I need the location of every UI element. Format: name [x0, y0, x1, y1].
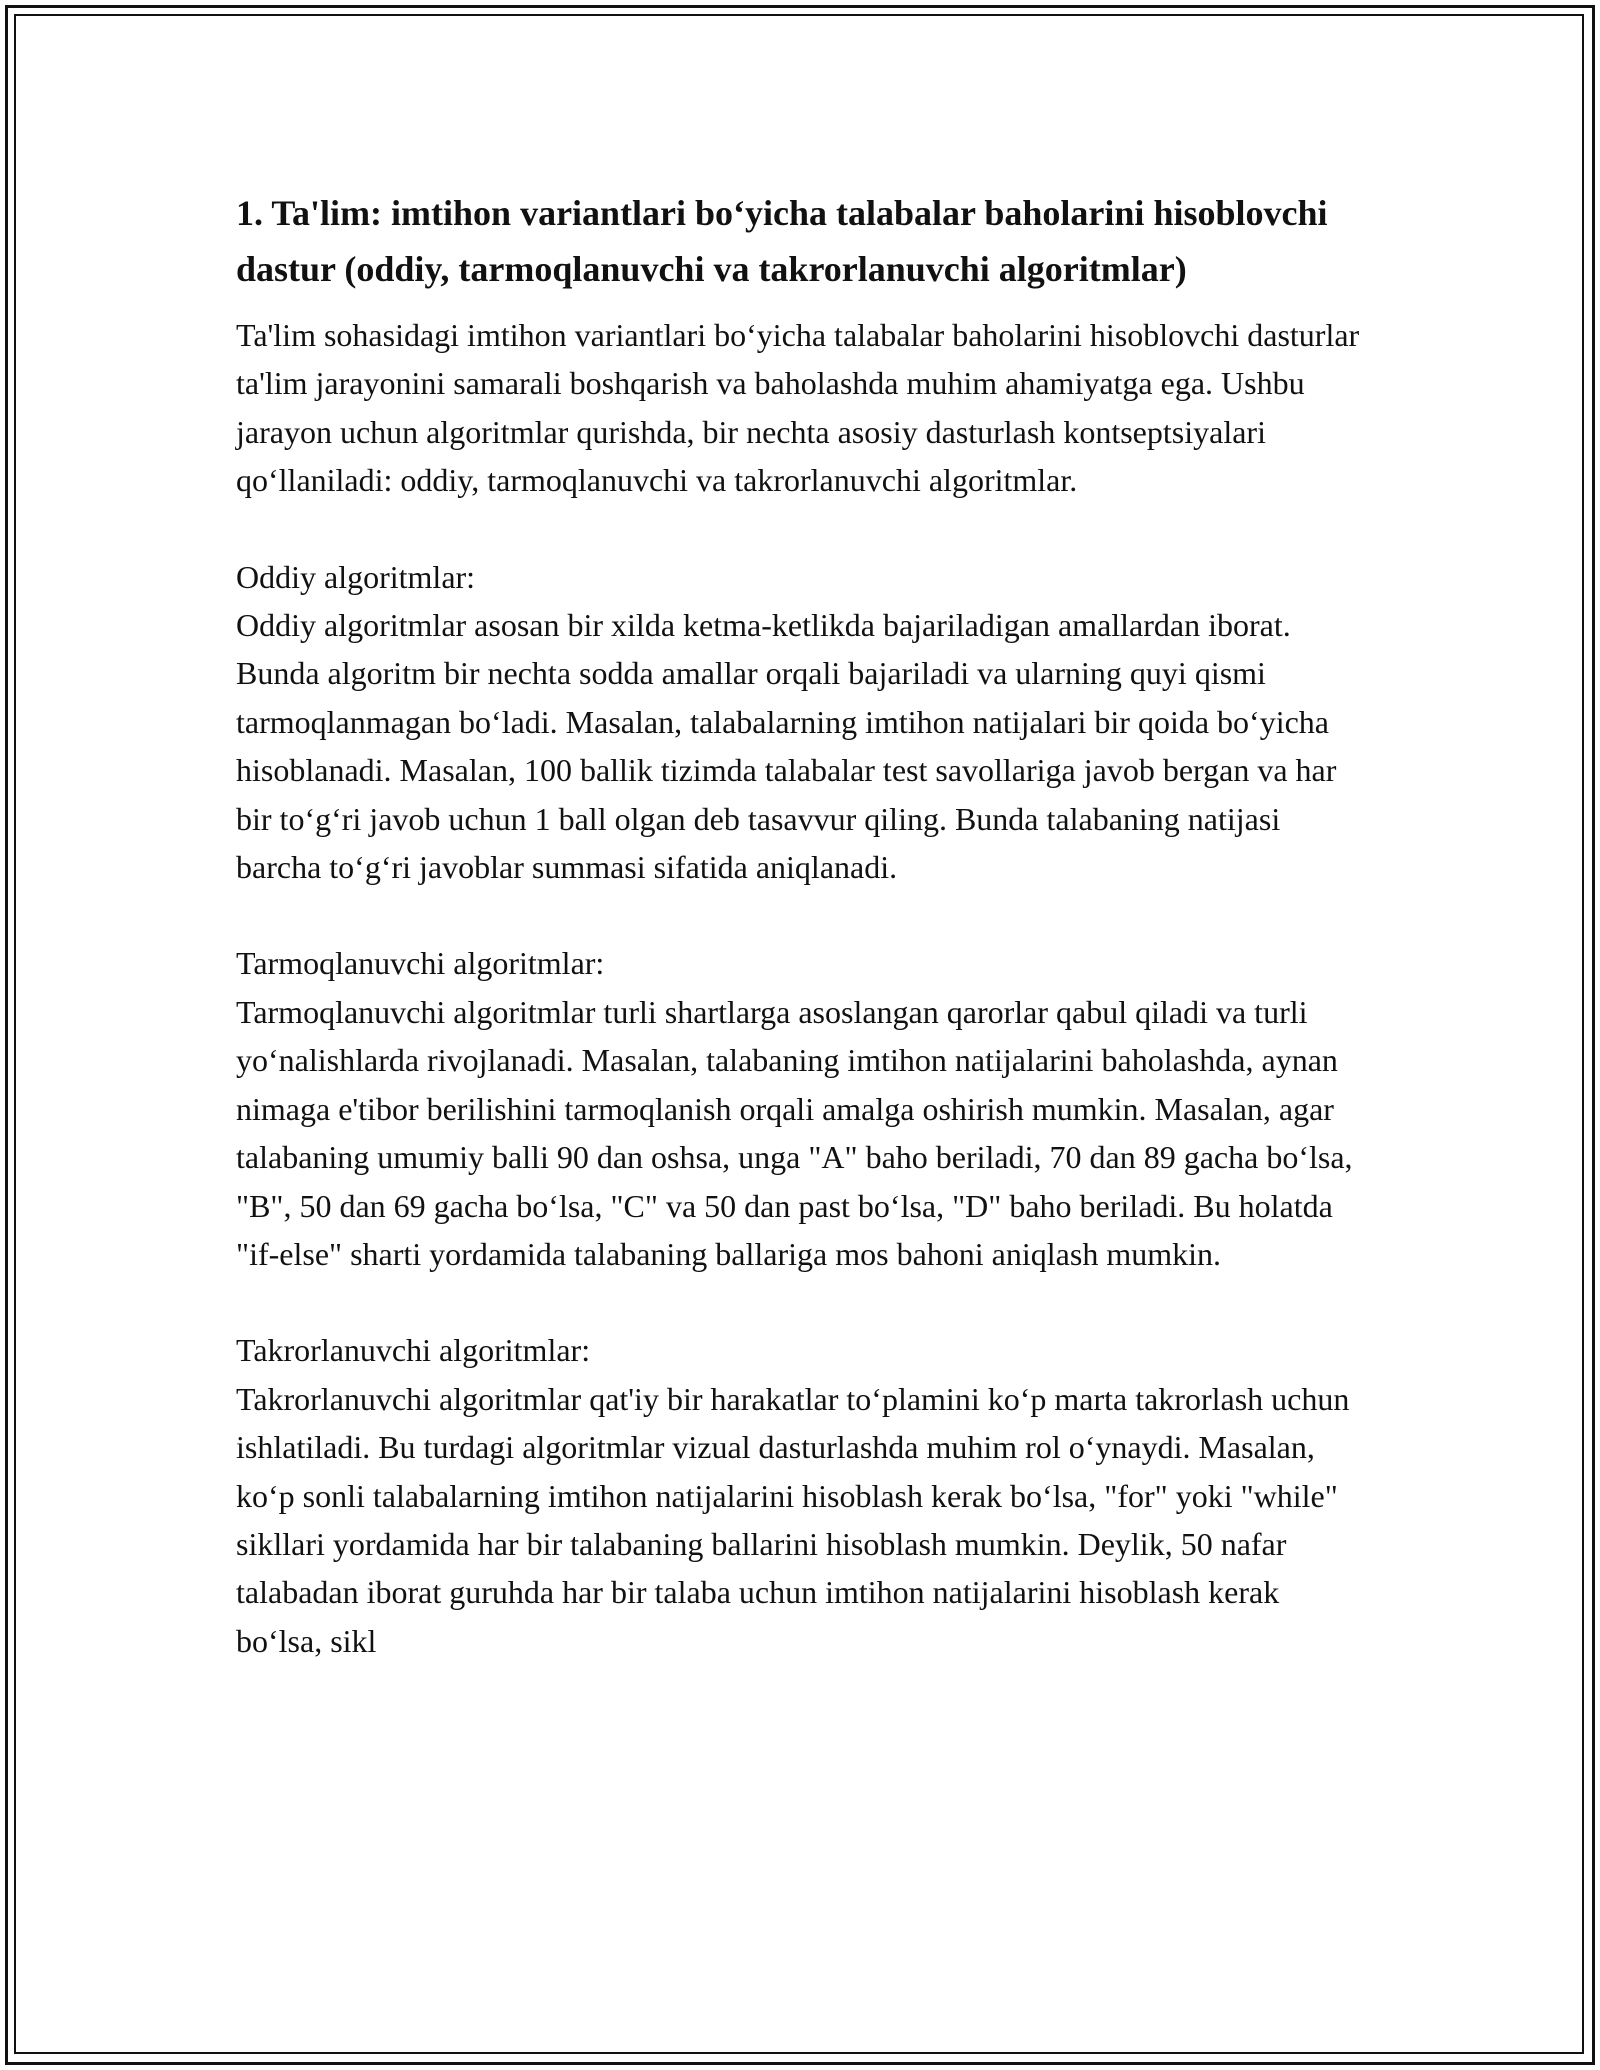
- section-branching-algorithms: [236, 939, 1366, 1278]
- intro-paragraph: Ta'lim sohasidagi imtihon variantlari bo‘yicha talabalar baholarini hisoblovchi dasturlar ta'lim jarayonini samarali boshqarish va baholashda muhim ahamiyatga ega. Ushbu jarayon uchun algoritmlar qurishda, bir nechta asosiy dasturlash kontseptsiyalari qo‘llaniladi: oddiy, tarmoqlanuvchi va takrorlanuvchi algoritmlar.: [236, 317, 1360, 499]
- section-title: Oddiy algoritmlar:: [236, 558, 476, 595]
- section-body: Tarmoqlanuvchi algoritmlar turli shartlarga asoslangan qarorlar qabul qiladi va turli yo‘nalishlarda rivojlanadi. Masalan, talabaning imtihon natijalarini baholashda, aynan nimaga e'tibor berilishini tarmoqlanish orqali amalga oshirish mumkin. Masalan, agar talabaning umumiy balli 90 dan oshsa, unga "A" baho beriladi, 70 dan 89 gacha bo‘lsa, "B", 50 dan 69 gacha bo‘lsa, "C" va 50 dan past bo‘lsa, "D" baho beriladi. Bu holatda "if-else" sharti yordamida talabaning ballariga mos bahoni aniqlash mumkin.: [236, 993, 1353, 1272]
- section-title: Tarmoqlanuvchi algoritmlar:: [236, 945, 605, 982]
- section-looping-algorithms: [236, 1326, 1366, 1665]
- section-title: Takrorlanuvchi algoritmlar:: [236, 1332, 591, 1369]
- document-page: [236, 185, 1366, 1665]
- document-heading: 1. Ta'lim: imtihon variantlari bo‘yicha talabalar baholarini hisoblovchi dastur (oddiy, tarmoqlanuvchi va takrorlanuvchi algoritmlar): [236, 193, 1328, 289]
- section-body: Takrorlanuvchi algoritmlar qat'iy bir harakatlar to‘plamini ko‘p marta takrorlash uchun ishlatiladi. Bu turdagi algoritmlar vizual dasturlashda muhim rol o‘ynaydi. Masalan, ko‘p sonli talabalarning imtihon natijalarini hisoblash kerak bo‘lsa, "for" yoki "while" sikllari yordamida har bir talabaning ballarini hisoblash mumkin. Deylik, 50 nafar talabadan iborat guruhda har bir talaba uchun imtihon natijalarini hisoblash kerak bo‘lsa, sikl: [236, 1380, 1350, 1659]
- section-simple-algorithms: [236, 553, 1366, 892]
- section-body: Oddiy algoritmlar asosan bir xilda ketma-ketlikda bajariladigan amallardan iborat. Bunda algoritm bir nechta sodda amallar orqali bajariladi va ularning quyi qismi tarmoqlanmagan bo‘ladi. Masalan, talabalarning imtihon natijalari bir qoida bo‘yicha hisoblanadi. Masalan, 100 ballik tizimda talabalar test savollariga javob bergan va har bir to‘g‘ri javob uchun 1 ball olgan deb tasavvur qiling. Bunda talabaning natijasi barcha to‘g‘ri javoblar summasi sifatida aniqlanadi.: [236, 607, 1337, 886]
